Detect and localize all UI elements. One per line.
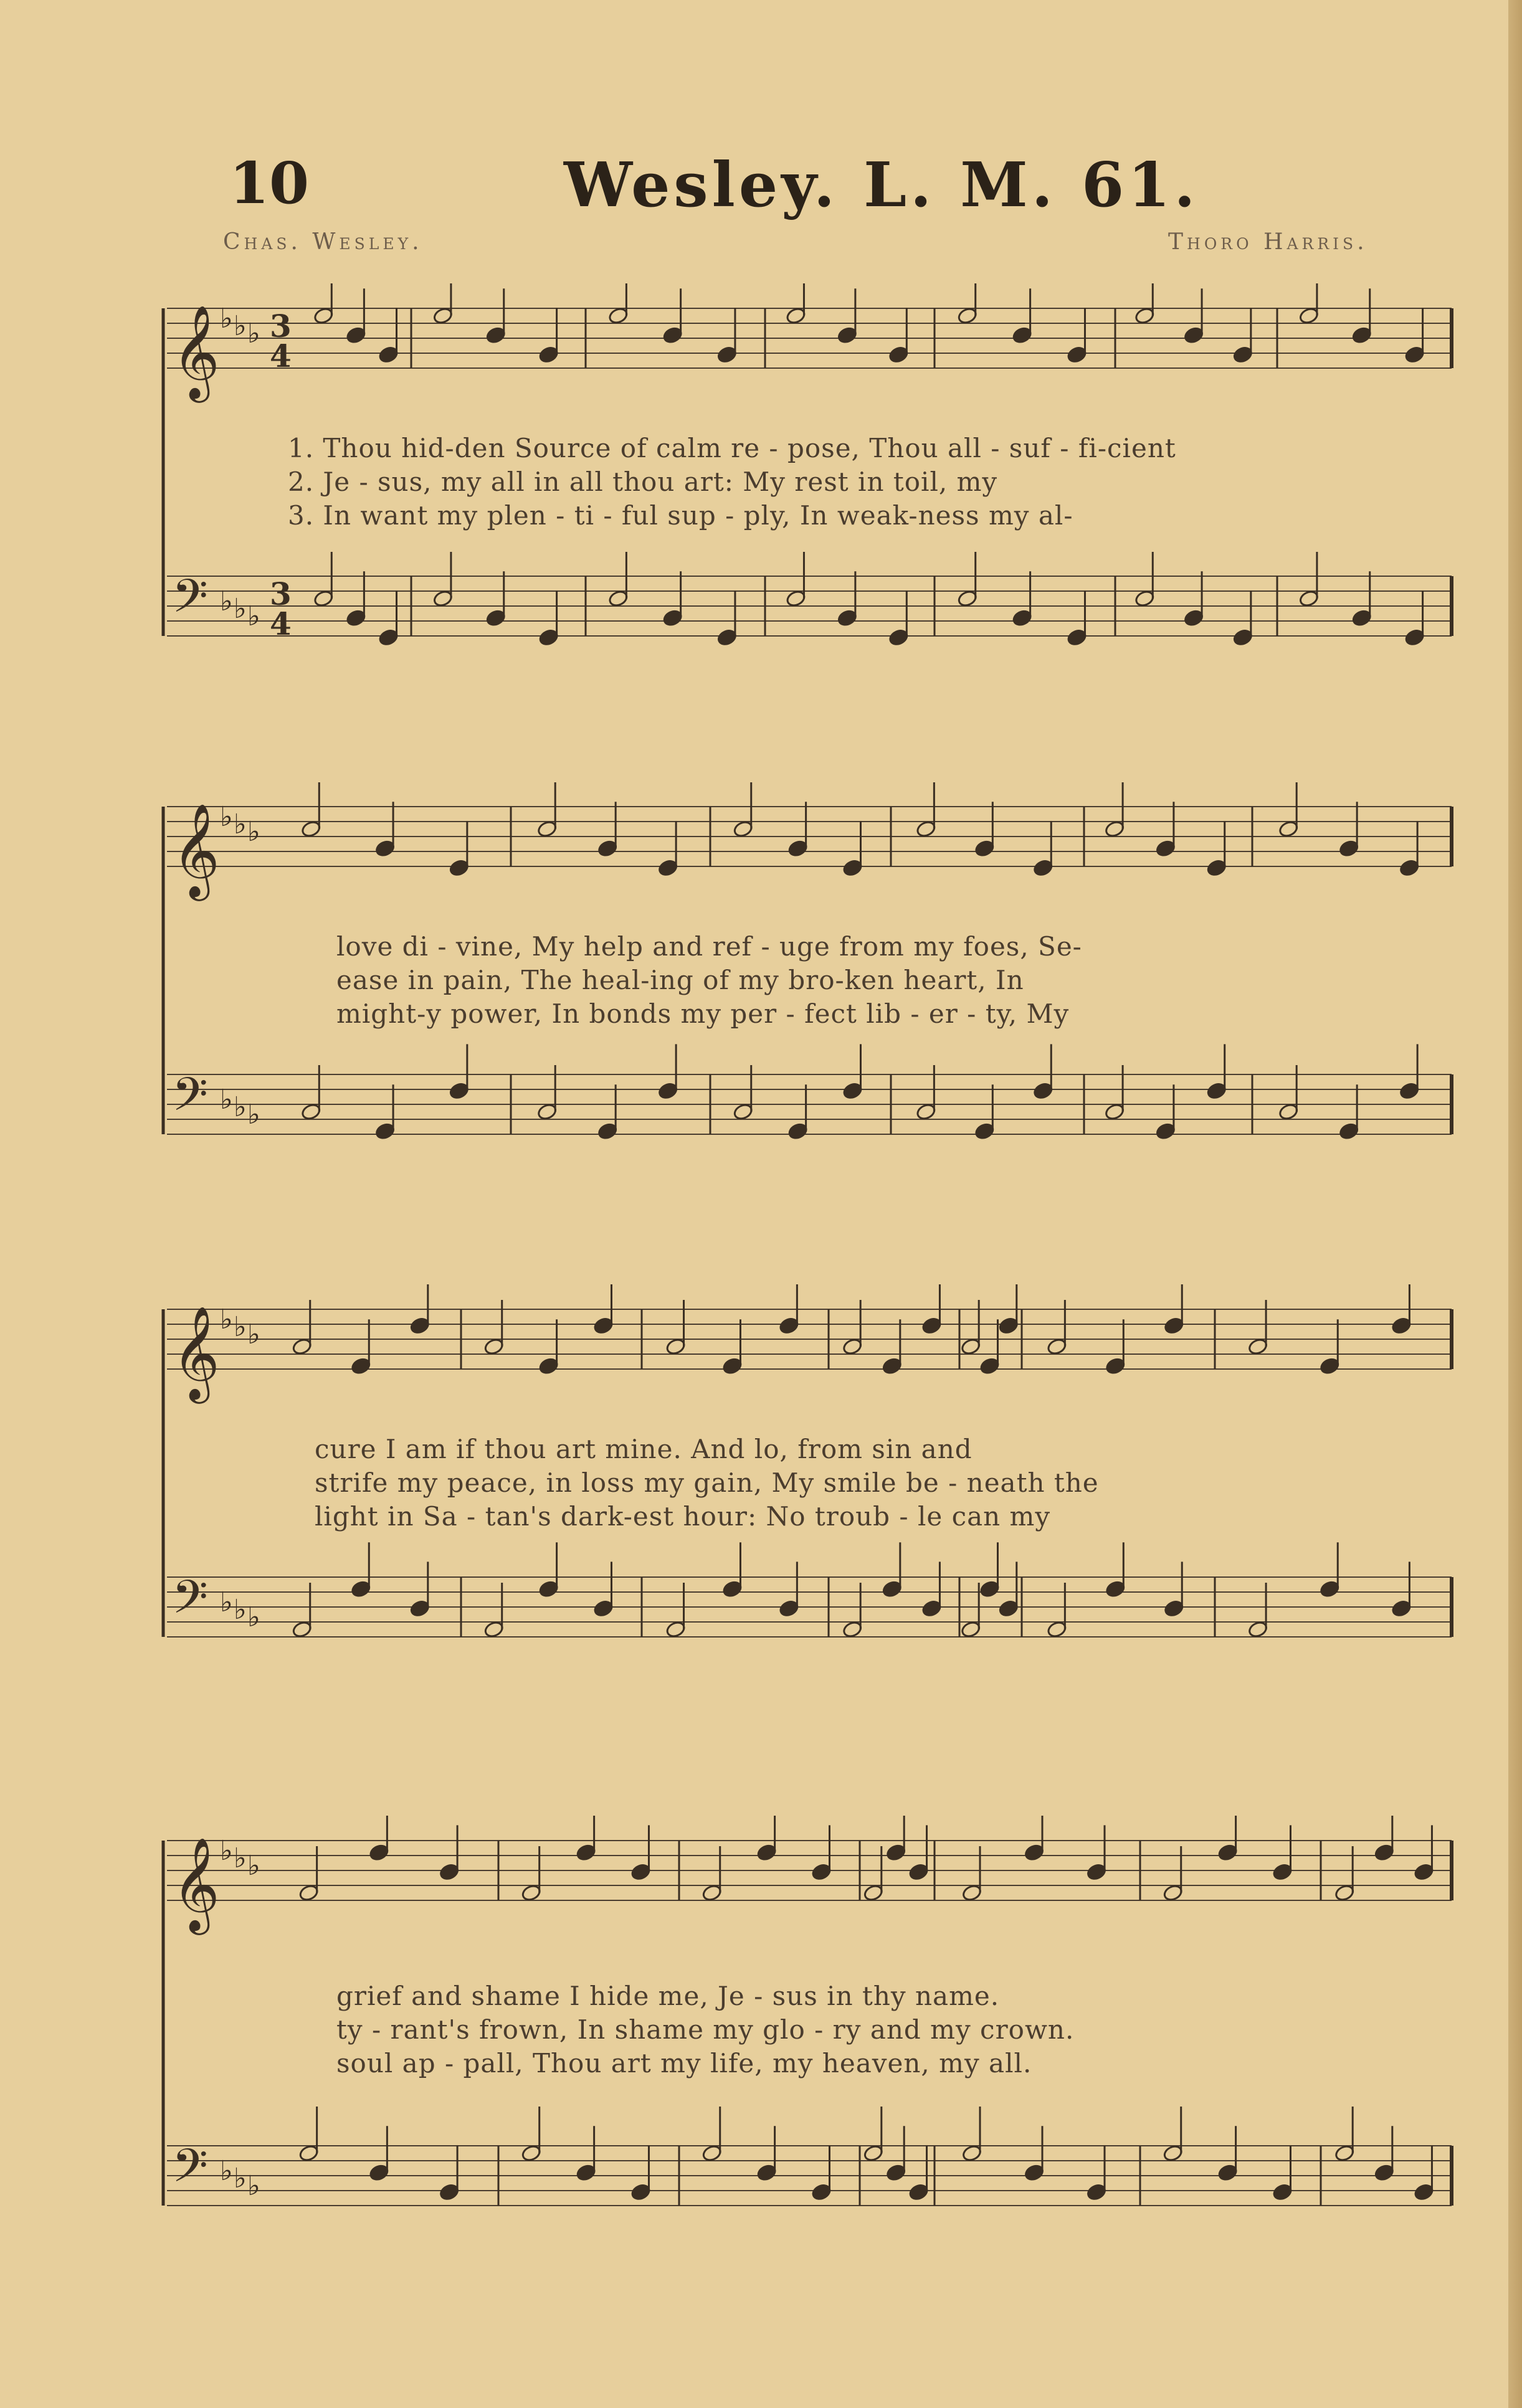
lyric-line: grief and shame I hide me, Je - sus in thy name. [336,1981,1000,2011]
author-credit: Chas. Wesley. [223,229,423,255]
lyric-line: cure I am if thou art mine. And lo, from sin and [315,1434,973,1464]
treble-clef-icon: 𝄞 [172,802,220,897]
lyric-line: love di - vine, My help and ref - uge from my foes, Se- [336,931,1082,962]
hymn-title: Wesley. L. M. 61. [564,149,1199,221]
treble-clef-icon: 𝄞 [172,1305,220,1400]
lyric-line: ease in pain, The heal-ing of my bro-ken heart, In [336,965,1024,995]
flat-icon: ♭ [234,1091,247,1124]
flat-icon: ♭ [247,1601,260,1634]
page-number: 10 [229,149,310,217]
flat-icon: ♭ [234,310,247,343]
bass-clef-icon: 𝄢 [172,569,208,635]
flat-icon: ♭ [247,600,260,633]
music-system-4 [0,1816,1522,2252]
flat-icon: ♭ [247,2170,260,2202]
lyric-line: 3. In want my plen - ti - ful sup - ply, In weak-ness my al- [288,500,1073,531]
flat-icon: ♭ [234,2163,247,2195]
music-system-3 [0,1284,1522,1683]
flat-icon: ♭ [220,1586,233,1619]
flat-icon: ♭ [247,1099,260,1131]
time-signature: 3 [270,308,292,344]
flat-icon: ♭ [234,1594,247,1626]
flat-icon: ♭ [220,1835,233,1867]
treble-clef-icon: 𝄞 [172,304,220,399]
bass-clef-icon: 𝄢 [172,1570,208,1636]
flat-icon: ♭ [220,801,233,833]
flat-icon: ♭ [220,1304,233,1336]
bass-clef-icon: 𝄢 [172,2139,208,2204]
lyric-line: might-y power, In bonds my per - fect lib - er - ty, My [336,998,1070,1029]
flat-icon: ♭ [247,1319,260,1351]
lyric-line: strife my peace, in loss my gain, My smile be - neath the [315,1467,1099,1498]
lyric-line: ty - rant's frown, In shame my glo - ry and my crown. [336,2014,1075,2045]
time-signature: 4 [270,605,292,642]
lyric-line: light in Sa - tan's dark-est hour: No troub - le can my [315,1501,1051,1532]
flat-icon: ♭ [220,585,233,618]
flat-icon: ♭ [247,1850,260,1882]
bass-clef-icon: 𝄢 [172,1068,208,1133]
flat-icon: ♭ [247,318,260,350]
lyric-line: 2. Je - sus, my all in all thou art: My rest in toil, my [288,467,998,497]
flat-icon: ♭ [220,303,233,335]
flat-icon: ♭ [234,1842,247,1875]
flat-icon: ♭ [234,593,247,625]
time-signature: 3 [270,576,292,612]
flat-icon: ♭ [234,808,247,841]
flat-icon: ♭ [247,816,260,848]
treble-clef-icon: 𝄞 [172,1836,220,1931]
composer-credit: Thoro Harris. [1168,229,1368,255]
lyric-line: 1. Thou hid-den Source of calm re - pose, Thou all - suf - fi-cient [288,433,1176,463]
music-system-1 [0,283,1522,682]
page-header [0,0,1522,262]
lyric-line: soul ap - pall, Thou art my life, my heaven, my all. [336,2048,1032,2079]
flat-icon: ♭ [234,1311,247,1344]
music-system-2 [0,782,1522,1180]
time-signature: 4 [270,338,292,374]
flat-icon: ♭ [220,1084,233,1116]
flat-icon: ♭ [220,2155,233,2188]
